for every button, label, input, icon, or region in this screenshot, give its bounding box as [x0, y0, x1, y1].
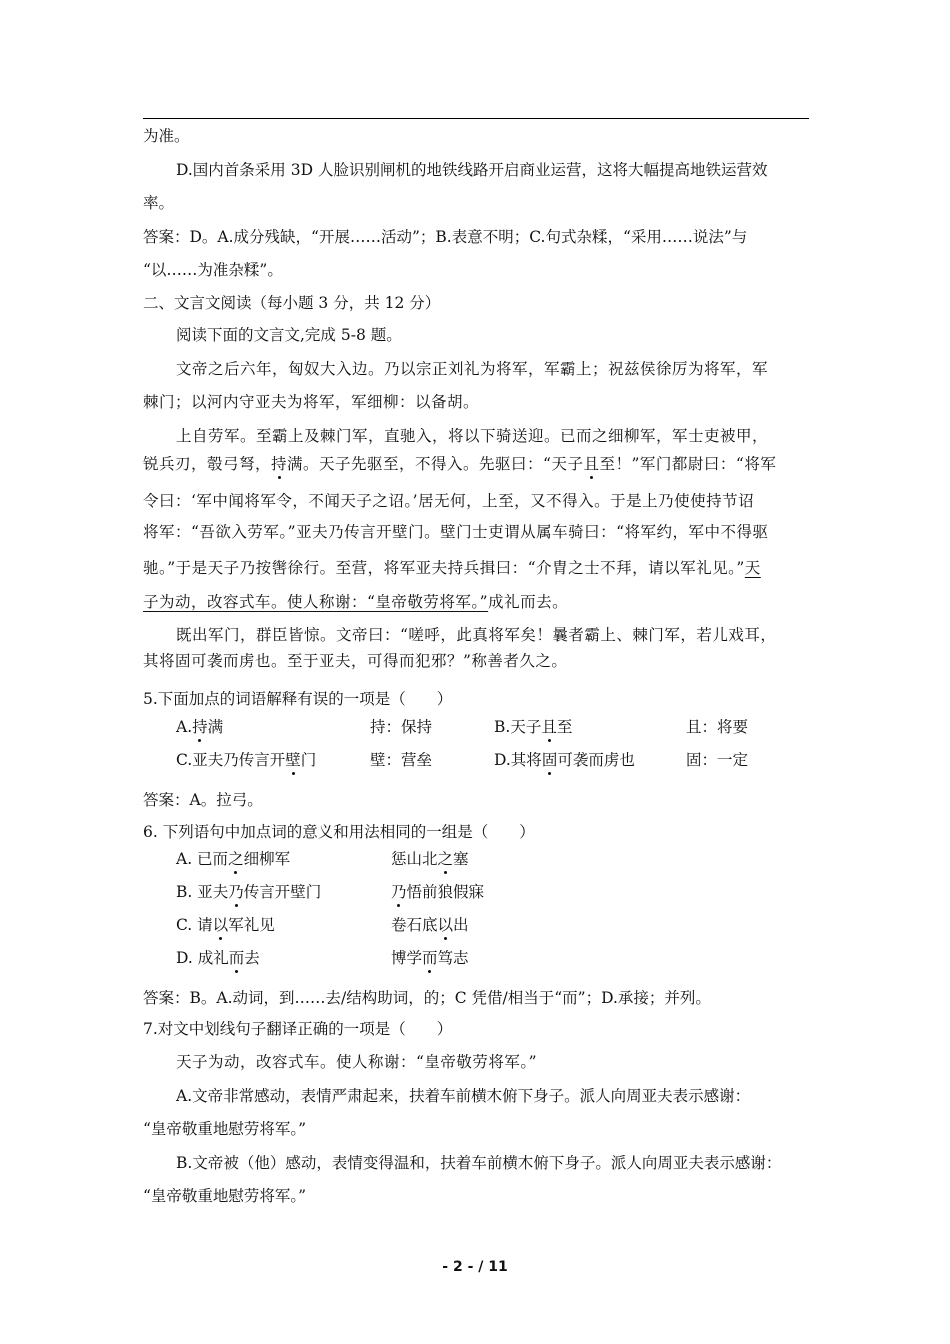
- dotted-word: 且: [583, 455, 600, 473]
- answer-line: 答案：D。A.成分残缺，“开展……活动”；B.表意不明；C.句式杂糅，“采用……说法”与: [143, 228, 748, 246]
- dotted-word: 而: [228, 949, 245, 967]
- answer-line: 答案：A。拉弓。: [143, 791, 263, 809]
- quoted-sentence: 天子为动，改容式车。使人称谢：“皇帝敬劳将军。”: [176, 1053, 538, 1071]
- option-6c: C. 请以军礼见: [176, 916, 275, 934]
- passage-line: 将军：“吾欲入劳军。”亚夫乃传言开壁门。壁门士吏谓从属车骑曰：“将军约，军中不得驱: [143, 523, 769, 541]
- passage-line: 文帝之后六年，匈奴大入边。乃以宗正刘礼为将军，军霸上；祝兹侯徐厉为将军，军: [176, 360, 769, 378]
- question-5: 5.下面加点的词语解释有误的一项是（ ）: [143, 690, 453, 708]
- option-6c-pair: 卷石底以出: [391, 916, 469, 934]
- option-5d-def: 固：一定: [686, 751, 749, 769]
- option-5a-def: 持：保持: [370, 718, 433, 736]
- instruction-line: 阅读下面的文言文,完成 5-8 题。: [176, 326, 402, 344]
- dotted-word: 乃: [391, 883, 407, 901]
- page-number: - 2 - / 11: [442, 1259, 508, 1275]
- dotted-word: 而: [422, 949, 438, 967]
- dotted-word: 之: [228, 850, 244, 868]
- dotted-word: 之: [437, 850, 454, 868]
- option-6b: B. 亚夫乃传言开壁门: [176, 883, 322, 901]
- option-5a: A.持满: [176, 718, 224, 736]
- dotted-word: 以: [212, 916, 229, 934]
- dotted-word: 持: [271, 455, 288, 473]
- passage-line: 令曰：‘军中闻将军令，不闻天子之诏。’居无何，上至，又不得入。于是上乃使使持节诏: [143, 492, 755, 510]
- passage-line: 其将固可袭而虏也。至于亚夫，可得而犯邪？”称善者久之。: [143, 652, 568, 670]
- option-5d: D.其将固可袭而虏也: [494, 751, 635, 769]
- passage-line: 驰。”于是天子乃按辔徐行。至营，将军亚夫持兵揖曰：“介胄之士不拜，请以军礼见。”天: [143, 559, 761, 577]
- option-5c: C.亚夫乃传言开壁门: [176, 751, 317, 769]
- passage-line: 既出军门，群臣皆惊。文帝曰：“嗟呼，此真将军矣！曩者霸上、棘门军，若儿戏耳，: [176, 626, 777, 644]
- option-5c-def: 壁：营垒: [370, 751, 433, 769]
- option-5b: B.天子且至: [494, 718, 573, 736]
- option-7a-cont: “皇帝敬重地慰劳将军。”: [143, 1120, 307, 1138]
- text-line: 率。: [143, 194, 175, 212]
- question-7: 7.对文中划线句子翻译正确的一项是（ ）: [143, 1020, 453, 1038]
- dotted-word: 固: [541, 751, 558, 769]
- text-line: 为准。: [143, 127, 190, 145]
- header-rule: [143, 118, 809, 119]
- answer-line: 答案：B。A.动词，到……去/结构助词，的；C 凭借/相当于“而”；D.承接；并列。: [143, 989, 711, 1007]
- dotted-word: 壁: [285, 751, 301, 769]
- passage-line: 棘门；以河内守亚夫为将军，军细柳：以备胡。: [143, 393, 480, 411]
- dotted-word: 且: [541, 718, 557, 736]
- text-line: D.国内首条采用 3D 人脸识别闸机的地铁线路开启商业运营，这将大幅提高地铁运营效: [176, 161, 768, 179]
- question-6: 6. 下列语句中加点词的意义和用法相同的一组是（ ）: [143, 823, 535, 841]
- option-6a: A. 已而之细柳军: [176, 850, 291, 868]
- answer-line: “以……为准杂糅”。: [143, 261, 283, 279]
- option-6a-pair: 惩山北之塞: [391, 850, 469, 868]
- passage-line: 上自劳军。至霸上及棘门军，直驰入，将以下骑送迎。已而之细柳军，军士吏被甲，: [176, 427, 769, 445]
- passage-line: 子为动，改容式车。使人称谢：“皇帝敬劳将军。”成礼而去。: [143, 593, 569, 611]
- option-6d: D. 成礼而去: [176, 949, 260, 967]
- dotted-word: 以: [437, 916, 454, 934]
- option-7a: A.文帝非常感动，表情严肃起来，扶着车前横木俯下身子。派人向周亚夫表示感谢：: [176, 1087, 751, 1105]
- underlined-sentence: 天: [744, 559, 761, 577]
- option-6d-pair: 博学而笃志: [391, 949, 469, 967]
- option-5b-def: 且：将要: [686, 718, 749, 736]
- option-6b-pair: 乃悟前狼假寐: [391, 883, 485, 901]
- dotted-word: 持: [192, 718, 208, 736]
- option-7b: B.文帝被（他）感动，表情变得温和，扶着车前横木俯下身子。派人向周亚夫表示感谢：: [176, 1154, 782, 1172]
- section-heading: 二、文言文阅读（每小题 3 分，共 12 分）: [143, 294, 441, 312]
- passage-line: 锐兵刃，彀弓弩，持满。天子先驱至，不得入。先驱曰：“天子且至！”军门都尉曰：“将军: [143, 455, 777, 473]
- underlined-sentence: 子为动，改容式车。使人称谢：“皇帝敬劳将军。”: [143, 593, 489, 611]
- dotted-word: 乃: [228, 883, 244, 901]
- option-7b-cont: “皇帝敬重地慰劳将军。”: [143, 1187, 307, 1205]
